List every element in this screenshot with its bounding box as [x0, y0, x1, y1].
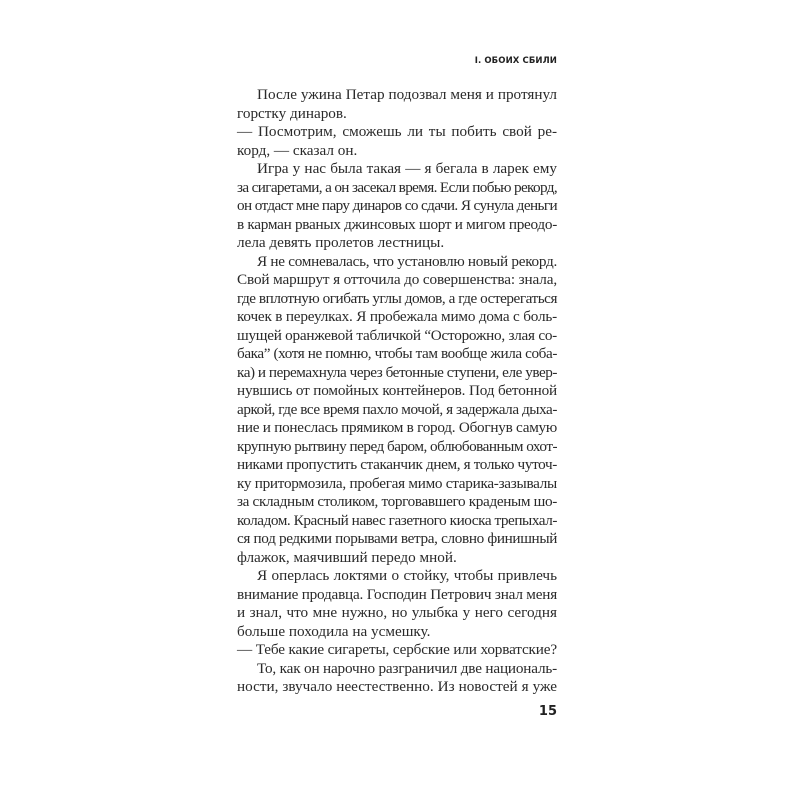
text-line: — Посмотрим, сможешь ли ты побить свой ре-: [237, 123, 557, 140]
text-line: Игра у нас была такая — я бегала в ларек ему: [257, 160, 557, 177]
text-line: он отдаст мне пару динаров со сдачи. Я сунула деньги: [237, 197, 557, 214]
text-line: Свой маршрут я отточила до совершенства: знала,: [237, 271, 557, 288]
text-line: ка) и перемахнула через бетонные ступени, еле увер-: [237, 363, 557, 381]
text-line: ние и понеслась прямиком в город. Обогнув самую: [237, 419, 557, 436]
text-line: флажок, маячивший передо мной.: [237, 548, 457, 566]
text-line: Я оперлась локтями о стойку, чтобы привлечь: [257, 567, 557, 584]
text-line: аркой, где все время пахло мочой, я задержала дыха-: [237, 400, 557, 418]
running-header: I. ОБОИХ СБИЛИ: [474, 56, 557, 66]
text-line: То, как он нарочно разграничил две националь-: [257, 659, 557, 677]
text-line: Я не сомневалась, что установлю новый рекорд.: [257, 252, 557, 270]
text-line: ся под редкими порывами ветра, словно финишный: [237, 530, 557, 547]
text-line: коладом. Красный навес газетного киоска трепыхал-: [237, 511, 557, 529]
text-line: горстку динаров.: [237, 104, 347, 122]
text-line: где вплотную огибать углы домов, а где остерегаться: [237, 289, 557, 307]
text-line: шущей оранжевой табличкой “Осторожно, злая со-: [237, 326, 557, 344]
text-line: ности, звучало неестественно. Из новостей я уже: [237, 678, 557, 695]
text-line: лела девять пролетов лестницы.: [237, 234, 445, 251]
text-line: корд, — сказал он.: [237, 141, 358, 159]
text-line: После ужина Петар подозвал меня и протянул: [257, 86, 557, 103]
text-line: нувшись от помойных контейнеров. Под бетонной: [237, 382, 557, 399]
page-number: 15: [538, 704, 557, 719]
text-line: за складным столиком, торговавшего краденым шо-: [237, 493, 557, 510]
text-line: в карман рваных джинсовых шорт и мигом преодо-: [237, 215, 557, 233]
text-line: за сигаретами, а он засекал время. Если побью рекорд,: [237, 178, 557, 196]
body-text: [237, 86, 557, 697]
text-line: больше походила на усмешку.: [237, 622, 431, 640]
text-line: — Тебе какие сигареты, сербские или хорватские?: [237, 641, 557, 658]
text-line: внимание продавца. Господин Петрович знал меня: [237, 585, 557, 603]
text-line: ку притормозила, пробегая мимо старика-зазывалы: [237, 474, 557, 492]
text-line: бака” (хотя не помню, чтобы там вообще жила соба-: [237, 345, 557, 362]
text-line: никами пропустить стаканчик днем, я только чуточ-: [237, 456, 557, 473]
text-line: кочек в переулках. Я пробежала мимо дома с боль-: [237, 308, 557, 325]
text-line: крупную рытвину перед баром, облюбованным охот-: [237, 437, 557, 455]
text-line: и знал, что мне нужно, но улыбка у него сегодня: [237, 604, 557, 621]
